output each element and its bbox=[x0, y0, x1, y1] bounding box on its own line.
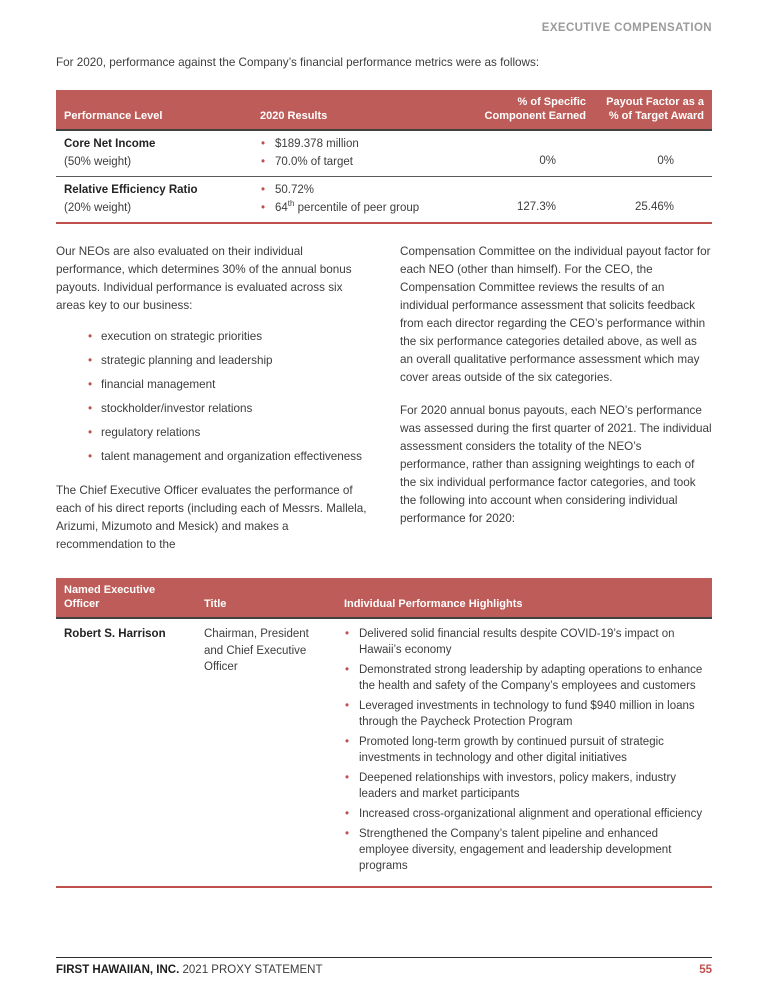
bullet-icon: • bbox=[345, 772, 350, 784]
bullet-icon: • bbox=[88, 426, 93, 439]
bullet-icon: • bbox=[345, 828, 350, 840]
table-row bbox=[56, 618, 712, 887]
payout-factor-value: 0% bbox=[657, 155, 674, 167]
document-name: 2021 PROXY STATEMENT bbox=[182, 964, 323, 976]
page-footer bbox=[56, 957, 712, 976]
list-item: • financial management bbox=[56, 376, 374, 394]
col-header-2020-results: 2020 Results bbox=[252, 90, 474, 130]
neo-highlights-cell bbox=[336, 618, 712, 887]
bullet-icon: • bbox=[88, 402, 93, 415]
paragraph: Our NEOs are also evaluated on their individual performance, which determines 30% of the annual bonus payouts. Individual performance is evaluated across six areas key to our business: bbox=[56, 245, 352, 312]
bullet-icon: • bbox=[345, 700, 350, 712]
paragraph: The Chief Executive Officer evaluates the performance of each of his direct reports (including each of Messrs. Mallela, Arizumi, Mizumoto and Mesick) and makes a recommendation to the bbox=[56, 484, 367, 551]
highlights-list bbox=[344, 626, 704, 874]
result-item: • 64th percentile of peer group bbox=[260, 199, 466, 217]
result-item: 70.0% of target bbox=[275, 156, 353, 168]
list-item: • talent management and organization effectiveness bbox=[56, 448, 374, 466]
bullet-icon: • bbox=[88, 378, 93, 391]
financial-metrics-table bbox=[56, 90, 712, 224]
col-header-named-executive-officer: Named Executive Officer bbox=[56, 578, 196, 618]
bullet-icon: • bbox=[261, 138, 266, 150]
metrics-header-row bbox=[56, 90, 712, 130]
list-item: • Promoted long-term growth by continued pursuit of strategic investments in technology and other digital initiatives bbox=[345, 736, 664, 764]
bullet-icon: • bbox=[345, 628, 350, 640]
bullet-icon: • bbox=[345, 808, 350, 820]
list-item: • Delivered solid financial results despite COVID-19’s impact on Hawaii’s economy bbox=[345, 628, 675, 656]
metric-results-cell bbox=[252, 130, 474, 177]
bullet-icon: • bbox=[88, 354, 93, 367]
performance-areas-list bbox=[56, 328, 374, 466]
neo-highlights-table bbox=[56, 578, 712, 888]
left-column bbox=[56, 243, 374, 554]
list-item: • regulatory relations bbox=[56, 424, 374, 442]
metric-name: Core Net Income bbox=[64, 138, 156, 150]
bullet-icon: • bbox=[261, 156, 266, 168]
list-item: • execution on strategic priorities bbox=[56, 328, 374, 346]
metric-results-cell bbox=[252, 177, 474, 224]
neo-title: Chairman, President and Chief Executive Officer bbox=[196, 618, 336, 887]
col-header-payout-factor: Payout Factor as a % of Target Award bbox=[594, 90, 712, 130]
metric-weight: (50% weight) bbox=[64, 156, 132, 168]
right-column bbox=[400, 243, 712, 554]
page-number: 55 bbox=[699, 964, 712, 976]
list-item: • Strengthened the Company’s talent pipeline and enhanced employee diversity, engagement and leadership development programs bbox=[345, 828, 672, 872]
list-item: • Leveraged investments in technology to fund $940 million in loans through the Paycheck Protection Program bbox=[345, 700, 695, 728]
bullet-icon: • bbox=[88, 450, 93, 463]
result-item: $189.378 million bbox=[275, 138, 359, 150]
list-item: • strategic planning and leadership bbox=[56, 352, 374, 370]
col-header-performance-level: Performance Level bbox=[56, 90, 252, 130]
paragraph: For 2020 annual bonus payouts, each NEO’s performance was assessed during the first quarter of 2021. The individual assessment considers the totality of the NEO’s performance, rather than assigning weightings to each of the six individual performance factor categories, and took the following into account when considering individual performance for 2020: bbox=[400, 404, 712, 525]
payout-factor-value: 25.46% bbox=[594, 177, 712, 224]
paragraph: Compensation Committee on the individual payout factor for each NEO (other than himself). For the CEO, the Compensation Committee reviews the results of an individual performance assessment that solicits feedback from each director regarding the CEO’s performance within the six performance categories detailed above, as well as an overall qualitative performance assessment which may cover areas outside of the six categories. bbox=[400, 245, 711, 384]
col-header-individual-performance-highlights: Individual Performance Highlights bbox=[336, 578, 712, 618]
bullet-icon: • bbox=[88, 330, 93, 343]
component-earned-value: 127.3% bbox=[474, 177, 594, 224]
component-earned-value: 0% bbox=[539, 155, 556, 167]
footer-left bbox=[56, 964, 322, 976]
metric-weight: (20% weight) bbox=[64, 202, 132, 214]
list-item: • stockholder/investor relations bbox=[56, 400, 374, 418]
result-item: 50.72% bbox=[275, 184, 315, 196]
company-name: FIRST HAWAIIAN, INC. bbox=[56, 964, 180, 976]
table-row bbox=[56, 177, 712, 224]
running-header: EXECUTIVE COMPENSATION bbox=[541, 22, 712, 34]
body-columns bbox=[56, 243, 712, 554]
table-row bbox=[56, 130, 712, 177]
list-item: • Demonstrated strong leadership by adapting operations to enhance the health and safety of the Company’s employees and customers bbox=[345, 664, 703, 692]
bullet-icon: • bbox=[261, 184, 266, 196]
list-item: • Increased cross-organizational alignment and operational efficiency bbox=[345, 808, 703, 820]
metric-name: Relative Efficiency Ratio bbox=[64, 184, 198, 196]
bullet-icon: • bbox=[345, 736, 350, 748]
col-header-component-earned: % of Specific Component Earned bbox=[474, 90, 594, 130]
neo-header-row bbox=[56, 578, 712, 618]
col-header-title: Title bbox=[196, 578, 336, 618]
metric-level-cell bbox=[56, 130, 252, 177]
list-item: • Deepened relationships with investors, policy makers, industry leaders and market participants bbox=[345, 772, 677, 800]
metric-level-cell bbox=[56, 177, 252, 224]
intro-paragraph: For 2020, performance against the Company’s financial performance metrics were as follows: bbox=[56, 56, 540, 69]
bullet-icon: • bbox=[261, 202, 266, 214]
neo-name: Robert S. Harrison bbox=[56, 618, 196, 887]
bullet-icon: • bbox=[345, 664, 350, 676]
